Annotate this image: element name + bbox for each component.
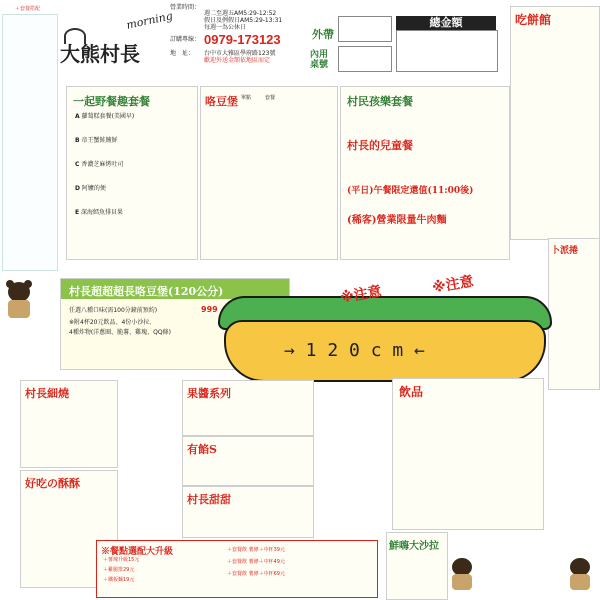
grid-title: ＋套餐搭配 (15, 6, 41, 12)
upgrade-option-6: ＋套餐飲 薯條＋中杯69元 (227, 571, 285, 577)
hours-line-1: 週二至週五AM5:29-12:52 (204, 10, 277, 17)
brand-name: 大熊村長 (60, 42, 140, 66)
cheese-kids-title: 村長的兒童餐 (347, 139, 413, 152)
hours-line-3: 每週一為公休日 (204, 24, 247, 31)
stuffed-title: 有餡S (187, 443, 217, 456)
pasta-panel (20, 380, 118, 468)
salad-panel (386, 532, 448, 600)
fried-title: 好吃の酥酥 (25, 477, 80, 490)
stuffed-panel (182, 436, 314, 486)
salad-title: 鮮嗨大沙拉 (389, 541, 439, 552)
hours-label: 營業時間： (170, 4, 201, 11)
brunch-item-e (75, 209, 123, 216)
takeout-box[interactable] (338, 16, 392, 42)
upgrade-option-5: ＋套餐飲 薯條＋中杯49元 (227, 559, 285, 565)
brunch-panel (66, 86, 198, 260)
address: 台中市大雅區學府路123號 (204, 50, 276, 57)
egg-cake-panel (510, 6, 600, 240)
big-burger-title: 村長超超超長咯豆堡(120公分) (69, 285, 224, 298)
hamburger-col-set: 套餐 (265, 95, 276, 101)
bear-icon (4, 280, 34, 320)
beef-noodle-title: (稀客)營業限量牛肉麵 (347, 215, 447, 226)
big-burger-price: 999 (201, 305, 218, 314)
big-burger-note3: 4種炸物(洋蔥圈、脆薯、雞塊、QQ條) (69, 329, 171, 336)
bun-length-label: → 1 2 0 c m ← (284, 340, 425, 361)
big-burger-note2: ※附4杯20元飲品、4份小沙拉、 (69, 319, 156, 326)
weekday-lunch-title: (平日)午餐限定還值(11:00後) (347, 186, 474, 196)
pasta-title: 村長細燒 (25, 387, 69, 400)
village-kids-title: 村民孩樂套餐 (347, 95, 413, 108)
brunch-item-b-text: 帝王蟹鮭鮪鮮 (81, 137, 118, 144)
dine-in-text: 內用 (310, 50, 329, 60)
hours-line-2: 假日及例假日AM5:29-13:31 (204, 17, 283, 24)
attention-label-1: ※注意 (339, 283, 383, 307)
drinks-title: 飲品 (399, 385, 424, 399)
logo (58, 6, 174, 66)
table-text: 桌號 (310, 60, 329, 70)
takeout-label: 外帶 (312, 28, 334, 41)
giant-bun-graphic (218, 296, 548, 384)
sweet-title: 村長甜甜 (187, 493, 231, 506)
bear-icon-2 (448, 556, 476, 592)
address-label: 地 址： (170, 50, 195, 57)
bear-icon-3 (566, 556, 594, 592)
brunch-item-d-letter: D (75, 185, 80, 192)
thick-roll-panel (548, 238, 600, 390)
brunch-item-a (75, 113, 134, 120)
phone-number: 0979-173123 (204, 32, 281, 47)
sweet-panel (182, 486, 314, 538)
table-number-box[interactable] (338, 46, 392, 72)
hamburger-panel (200, 86, 338, 260)
big-burger-note1: 任選八種口味(需100分鐘前預約) (69, 307, 158, 314)
brunch-item-d (75, 185, 106, 192)
brunch-item-c-letter: C (75, 161, 80, 168)
phone-label: 訂購專線： (170, 36, 201, 43)
upgrade-option-2: ＋雞腿排29元 (103, 567, 135, 573)
upgrade-option-3: ＋鐵板麵19元 (103, 577, 135, 583)
upgrade-option-4: ＋套餐飲 薯條＋中杯39元 (227, 547, 285, 553)
dine-in-label (310, 50, 334, 70)
upgrade-option-1: ＋薯塊升級15元 (103, 557, 140, 563)
brunch-item-c-text: 香濃芝麻烤吐司 (81, 161, 124, 168)
upgrade-panel (96, 540, 378, 598)
header-info (170, 4, 315, 64)
kids-panel (340, 86, 510, 260)
brand-morning: morning (125, 9, 174, 32)
total-amount-box[interactable] (396, 30, 498, 72)
fruit-panel (182, 380, 314, 436)
total-header: 總金額 (396, 16, 496, 30)
upgrade-title: ※餐點選配大升級 (101, 547, 174, 557)
hamburger-title: 咯豆堡 (205, 95, 238, 108)
drinks-panel (392, 378, 544, 530)
brunch-item-a-letter: A (75, 113, 80, 120)
brunch-item-e-letter: E (75, 209, 80, 216)
hamburger-col-single: 單點 (241, 95, 252, 101)
egg-cake-title: 吃餅館 (515, 13, 552, 27)
brunch-item-c (75, 161, 123, 168)
fruit-title: 果醬系列 (187, 387, 231, 400)
brunch-item-a-text: 蘿蔔糕套餐(美國早) (81, 113, 135, 120)
brunch-title: 一起野餐趣套餐 (73, 95, 150, 108)
thick-roll-title: 卜派捲 (551, 246, 579, 256)
brunch-item-b (75, 137, 118, 144)
brunch-item-e-text: 深海鱈魚排貝果 (81, 209, 124, 216)
attention-label-2: ※注意 (431, 273, 475, 297)
brunch-item-b-letter: B (75, 137, 80, 144)
left-order-grid[interactable] (2, 6, 58, 271)
delivery-note: 歡迎外送金額依地區而定 (204, 57, 271, 64)
brunch-item-d-text: 阿嬤的便 (81, 185, 106, 192)
